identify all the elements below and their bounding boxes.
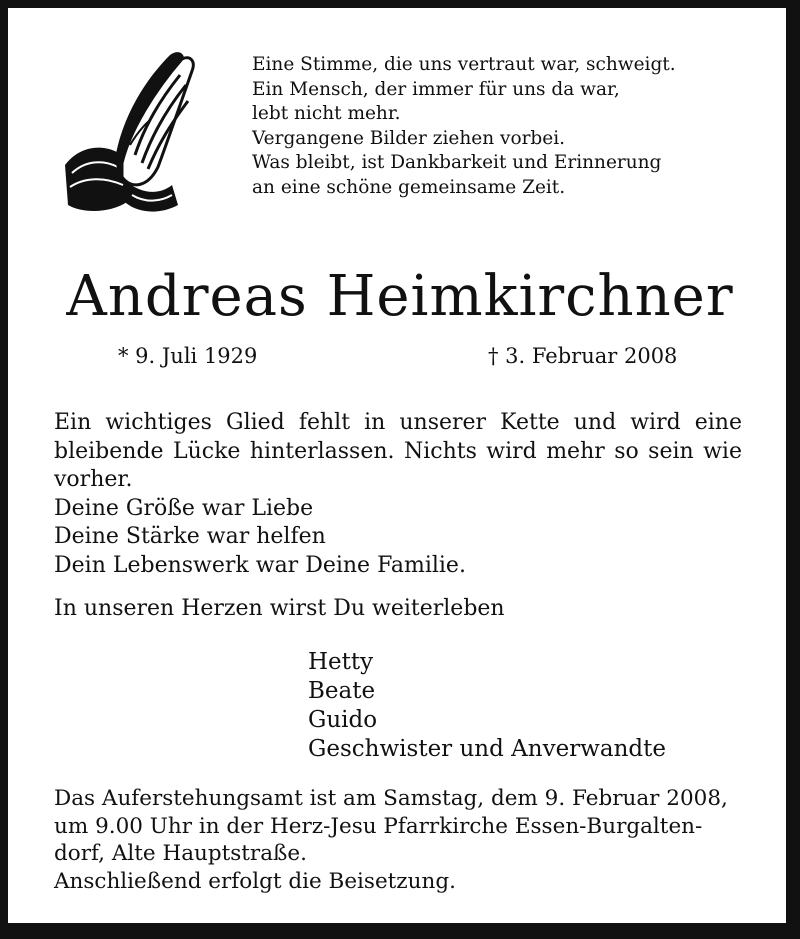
service-line: Das Auferstehungsamt ist am Samstag, dem 9. Februar 2008, — [54, 786, 728, 811]
deceased-name: Andreas Heimkirchner — [66, 264, 734, 329]
poem-line: Ein Mensch, der immer für uns da war, — [252, 78, 620, 100]
message-paragraph: Ein wichtiges Glied fehlt in unserer Kette und wird eine bleibende Lücke hinterlassen. Nichts wird mehr so sein wie vorher. — [54, 410, 742, 492]
family-member: Geschwister und Anverwandte — [308, 736, 666, 762]
birth-date: * 9. Juli 1929 — [118, 344, 258, 368]
death-date: † 3. Februar 2008 — [488, 344, 678, 368]
poem — [252, 53, 772, 200]
message-line: Deine Größe war Liebe — [54, 495, 314, 521]
message — [54, 409, 742, 580]
poem-line: an eine schöne gemeinsame Zeit. — [252, 176, 566, 198]
service-line: Anschließend erfolgt die Beisetzung. — [54, 868, 456, 894]
service-info — [54, 785, 744, 895]
poem-line: Eine Stimme, die uns vertraut war, schweigt. — [252, 54, 676, 75]
message-line: Deine Stärke war helfen — [54, 524, 326, 549]
service-line: dorf, Alte Hauptstraße. — [54, 841, 307, 866]
message-line: Dein Lebenswerk war Deine Familie. — [54, 552, 466, 578]
family-list — [308, 648, 666, 764]
family-member: Hetty — [308, 649, 374, 675]
closing-line: In unseren Herzen wirst Du weiterleben — [54, 596, 505, 621]
family-member: Guido — [308, 707, 378, 733]
praying-hands-icon — [60, 45, 200, 215]
service-line: um 9.00 Uhr in der Herz-Jesu Pfarrkirche Essen-Burgalten- — [54, 813, 703, 839]
poem-line: lebt nicht mehr. — [252, 103, 401, 124]
poem-line: Vergangene Bilder ziehen vorbei. — [252, 127, 566, 149]
family-member: Beate — [308, 678, 376, 704]
poem-line: Was bleibt, ist Dankbarkeit und Erinnerung — [252, 152, 662, 173]
